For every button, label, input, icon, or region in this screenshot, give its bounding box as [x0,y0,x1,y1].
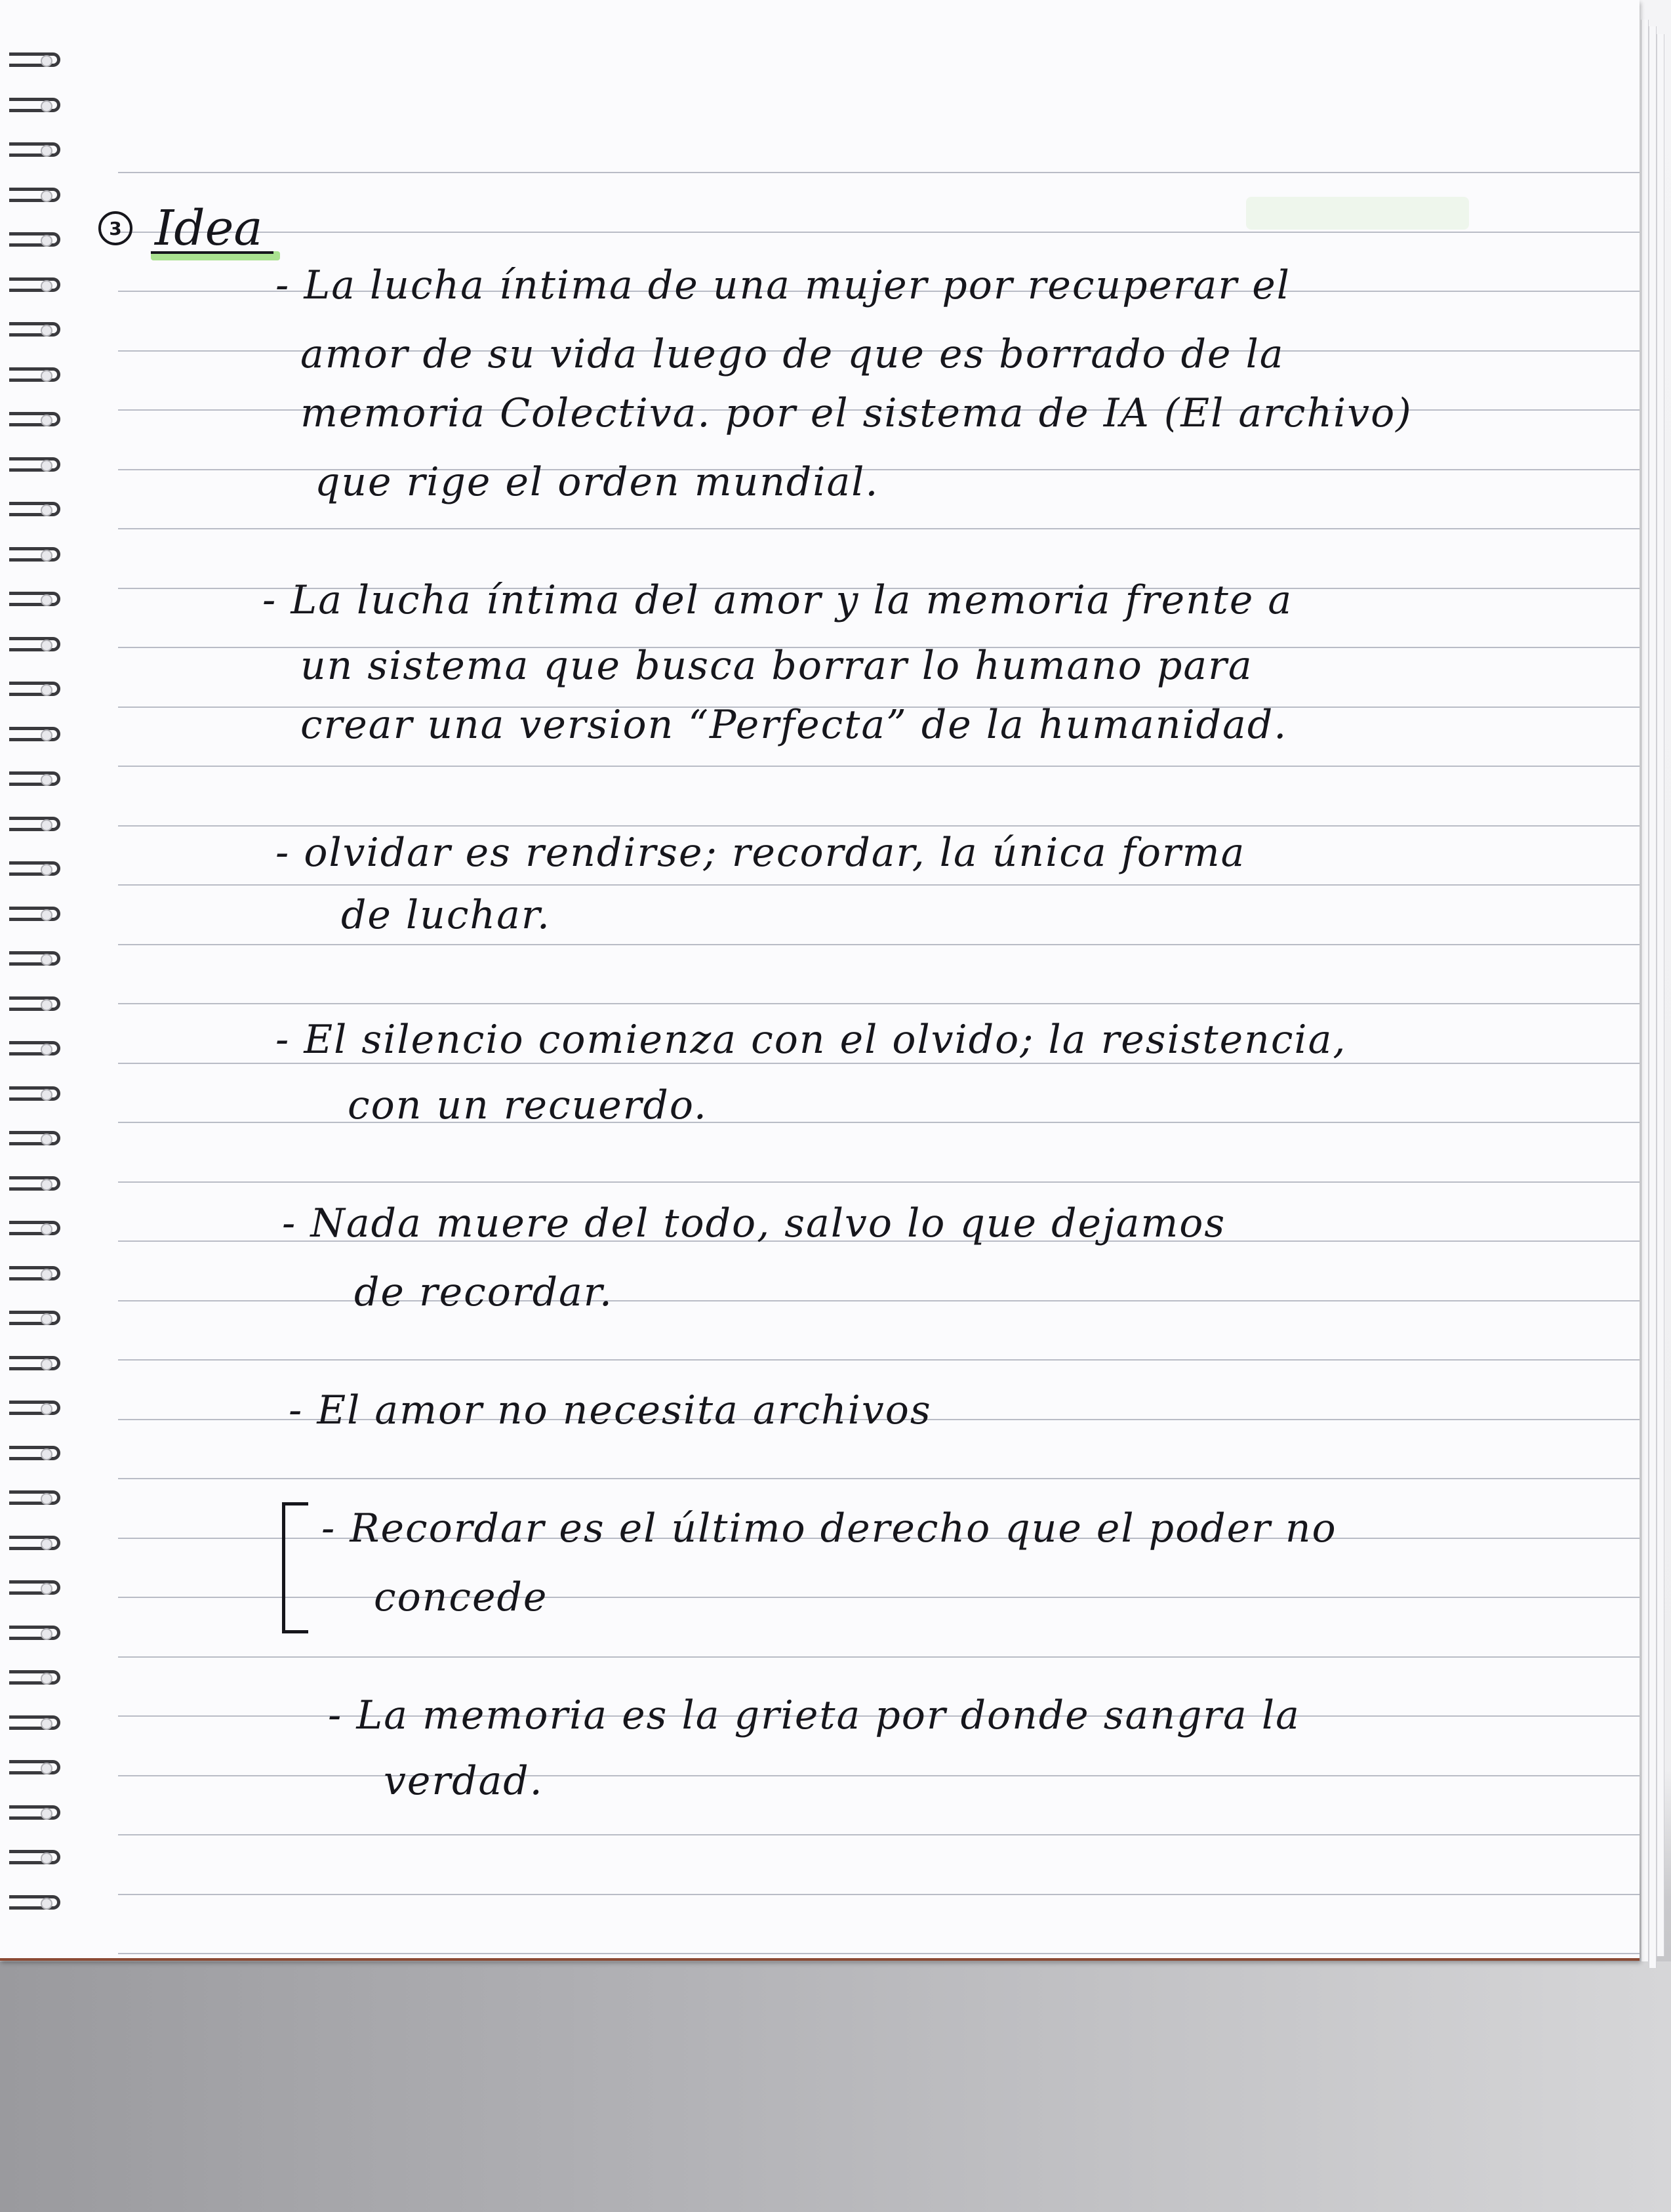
ruled-line [118,766,1640,767]
spiral-coil-icon [9,727,60,741]
spiral-coil-icon [9,817,60,831]
scanner-background [0,1961,1671,2212]
spiral-coil-icon [9,188,60,202]
ruled-line [118,1953,1640,1954]
spiral-binding-icon [0,0,72,1958]
ruled-line [118,1063,1640,1064]
spiral-coil-icon [9,1311,60,1325]
punch-hole [41,774,52,786]
spiral-coil-icon [9,412,60,426]
spiral-coil-icon [9,1356,60,1370]
note-line: - olvidar es rendirse; recordar, la única forma [275,830,1246,876]
punch-hole [41,1044,52,1055]
note-line: - Recordar es el último derecho que el poder no [321,1505,1337,1551]
page-edge [1641,20,1649,1961]
spiral-coil-icon [9,1041,60,1055]
punch-hole [41,1628,52,1640]
spiral-coil-icon [9,1805,60,1820]
punch-hole [41,1763,52,1774]
spiral-coil-icon [9,277,60,292]
punch-hole [41,1313,52,1325]
punch-hole [41,1223,52,1235]
punch-hole [41,190,52,202]
spiral-coil-icon [9,1626,60,1640]
punch-hole [41,1179,52,1191]
spiral-coil-icon [9,457,60,472]
section-heading [98,200,267,256]
spiral-coil-icon [9,1401,60,1415]
spiral-coil-icon [9,861,60,876]
ruled-line [118,1300,1640,1301]
spiral-coil-icon [9,1266,60,1280]
spiral-coil-icon [9,1221,60,1235]
spiral-coil-icon [9,1086,60,1101]
ruled-line [118,1597,1640,1598]
ruled-line [118,1656,1640,1658]
punch-hole [41,640,52,651]
spiral-coil-icon [9,1446,60,1460]
ruled-line [118,1122,1640,1123]
ruled-line [118,1834,1640,1835]
punch-hole [41,1493,52,1505]
note-line: un sistema que busca borrar lo humano para [300,643,1253,689]
spiral-coil-icon [9,232,60,247]
note-line: memoria Colectiva. por el sistema de IA (El archivo) [300,390,1413,436]
punch-hole [41,909,52,921]
spiral-coil-icon [9,367,60,382]
punch-hole [41,1403,52,1415]
note-line: - La lucha íntima de una mujer por recuperar el [275,262,1291,308]
spiral-coil-icon [9,1131,60,1145]
punch-hole [41,1853,52,1864]
punch-hole [41,1359,52,1370]
section-title [151,200,267,256]
ruled-line [118,1181,1640,1183]
page-edge [1649,26,1657,1968]
spiral-coil-icon [9,1670,60,1685]
punch-hole [41,235,52,247]
spiral-coil-icon [9,547,60,562]
note-line: - La memoria es la grieta por donde sangra la [328,1692,1300,1738]
ruled-line [118,232,1640,233]
section-title-text: Idea [155,200,263,256]
punch-hole [41,1808,52,1820]
punch-hole [41,1583,52,1595]
punch-hole [41,819,52,831]
punch-hole [41,55,52,67]
punch-hole [41,1134,52,1145]
ruled-line [118,1775,1640,1776]
note-line: - La lucha íntima del amor y la memoria frente a [262,577,1293,623]
spiral-coil-icon [9,142,60,157]
note-line: amor de su vida luego de que es borrado de la [300,331,1285,377]
ruled-line [118,172,1640,173]
punch-hole [41,460,52,472]
note-line: con un recuerdo. [348,1082,708,1128]
spiral-coil-icon [9,502,60,516]
spiral-coil-icon [9,1536,60,1550]
punch-hole [41,594,52,606]
show-through-ink [1233,190,1456,216]
punch-hole [41,1718,52,1730]
spiral-coil-icon [9,1760,60,1774]
punch-hole [41,415,52,426]
note-line: de recordar. [354,1269,613,1315]
spiral-coil-icon [9,771,60,786]
note-line: que rige el orden mundial. [315,459,879,505]
note-line: - El amor no necesita archivos [289,1387,932,1433]
punch-hole [41,1673,52,1685]
punch-hole [41,1089,52,1101]
spiral-coil-icon [9,98,60,112]
note-line: concede [374,1574,548,1620]
punch-hole [41,145,52,157]
spiral-coil-icon [9,52,60,67]
spiral-coil-icon [9,1580,60,1595]
punch-hole [41,550,52,562]
page-edge [1657,34,1664,1956]
spiral-coil-icon [9,996,60,1011]
note-line: de luchar. [341,892,551,938]
ruled-line [118,944,1640,945]
ruled-line [118,1359,1640,1361]
ruled-line [118,1478,1640,1479]
punch-hole [41,1448,52,1460]
punch-hole [41,100,52,112]
note-line: - El silencio comienza con el olvido; la resistencia, [275,1017,1347,1063]
spiral-coil-icon [9,1850,60,1864]
bracket-mark [282,1502,308,1633]
spiral-coil-icon [9,951,60,966]
ruled-line [118,1003,1640,1004]
punch-hole [41,1898,52,1910]
punch-hole [41,325,52,337]
spiral-coil-icon [9,1715,60,1730]
note-line: crear una version “Perfecta” de la humanidad. [300,702,1288,748]
spiral-coil-icon [9,907,60,921]
spiral-coil-icon [9,637,60,651]
spiral-coil-icon [9,682,60,696]
ruled-line [118,1894,1640,1895]
note-line: - Nada muere del todo, salvo lo que dejamos [282,1200,1226,1246]
punch-hole [41,729,52,741]
punch-hole [41,864,52,876]
ruled-line [118,884,1640,886]
spiral-coil-icon [9,322,60,337]
punch-hole [41,999,52,1011]
spiral-coil-icon [9,592,60,606]
punch-hole [41,1538,52,1550]
spiral-coil-icon [9,1895,60,1910]
punch-hole [41,280,52,292]
circled-number-icon: 3 [98,211,132,245]
punch-hole [41,954,52,966]
ruled-line [118,528,1640,529]
punch-hole [41,370,52,382]
note-line: verdad. [384,1758,544,1804]
ruled-line [118,825,1640,827]
punch-hole [41,1269,52,1280]
spiral-coil-icon [9,1490,60,1505]
spiral-coil-icon [9,1176,60,1191]
punch-hole [41,684,52,696]
punch-hole [41,504,52,516]
